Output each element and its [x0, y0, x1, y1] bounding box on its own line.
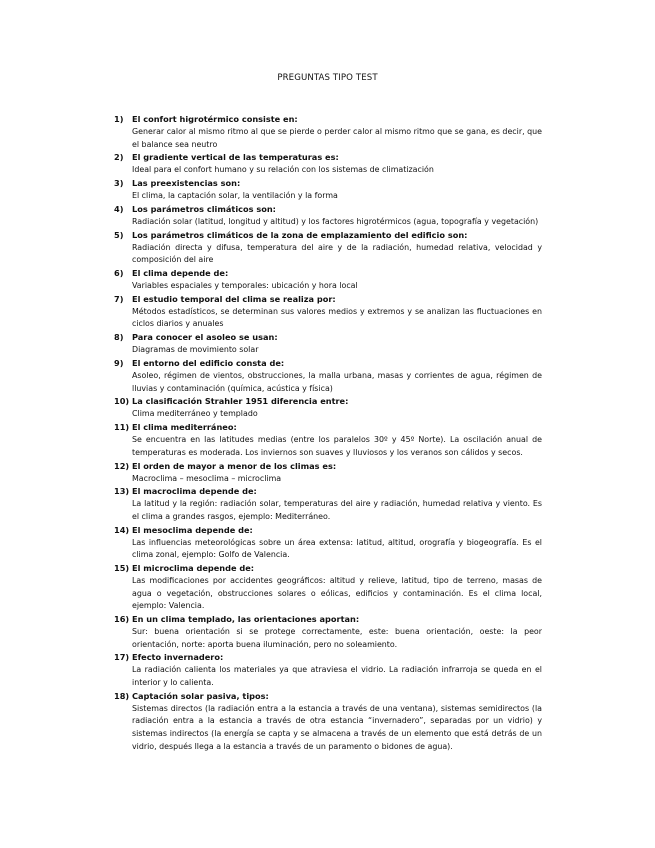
question-item: [114, 331, 542, 357]
question-item: [114, 395, 542, 421]
question-number: 16): [114, 614, 130, 625]
answer-text: La latitud y la región: radiación solar, temperaturas del aire y radiación, humedad relativa y viento. Es el clima a grandes rasgos, ejemplo: Mediterráneo.: [132, 499, 542, 521]
question-text: La clasificación Strahler 1951 diferencia entre:: [132, 396, 349, 407]
question-body: [132, 395, 542, 421]
answer-text: Diagramas de movimiento solar: [132, 345, 259, 355]
question-number: 18): [114, 690, 130, 701]
answer-text: Las influencias meteorológicas sobre un área extensa: latitud, altitud, orografía y biogeografía. Es el clima zonal, ejemplo: Golfo de Valencia.: [132, 537, 542, 560]
answer-text: Las modificaciones por accidentes geográficos: altitud y relieve, latitud, tipo de terreno, masas de agua o vegetación, obstrucciones solares o eólicas, edificios y contaminación. Es el clima local, ejemplo: Valencia.: [132, 576, 542, 611]
answer-text: Métodos estadísticos, se determinan sus valores medios y extremos y se analizan las fluctuaciones en ciclos diarios y anuales: [132, 306, 542, 329]
question-number: 15): [114, 563, 130, 574]
question-text: El confort higrotérmico consiste en:: [132, 114, 298, 124]
question-number: 12): [114, 460, 130, 471]
question-body: [132, 690, 542, 754]
answer-text: La radiación calienta los materiales ya que atraviesa el vidrio. La radiación infrarroja se queda en el interior y lo calienta.: [132, 665, 542, 688]
question-number: 14): [114, 524, 130, 535]
answer-text: Sistemas directos (la radiación entra a la estancia a través de una ventana), sistemas semidirectos (la radiación entra a la estancia a través de otra estancia “invernadero”, separadas por un vidrio) y sistemas indirectos (la energía se capta y se almacena a través de un elemento que está detrás de un vidrio, después llega a la estancia a través de un paramento o bidones de agua).: [132, 703, 542, 751]
question-text: Los parámetros climáticos son:: [132, 203, 276, 214]
question-text: Para conocer el asoleo se usan:: [132, 332, 278, 343]
question-body: [132, 421, 542, 459]
question-number: 10): [114, 396, 130, 407]
question-text: El clima depende de:: [132, 268, 229, 279]
question-text: En un clima templado, las orientaciones aportan:: [132, 614, 360, 625]
answer-text: Generar calor al mismo ritmo al que se pierde o perder calor al mismo ritmo que se gana, es decir, que el balance sea neutro: [132, 127, 542, 149]
question-number: 11): [114, 422, 130, 433]
question-item: [114, 151, 542, 177]
question-item: [114, 524, 542, 562]
question-text: El entorno del edificio consta de:: [132, 358, 285, 369]
question-item: [114, 562, 542, 613]
question-number: 3): [114, 178, 124, 189]
question-item: [114, 229, 542, 267]
question-item: [114, 267, 542, 293]
question-text: El microclima depende de:: [132, 563, 255, 574]
question-body: [132, 229, 542, 267]
question-text: El macroclima depende de:: [132, 486, 257, 497]
question-body: [132, 113, 542, 151]
question-body: [132, 485, 542, 523]
answer-text: Asoleo, régimen de vientos, obstrucciones, la malla urbana, masas y corrientes de agua, régimen de lluvias y contaminación (química, acústica y física): [132, 371, 542, 393]
question-number: 7): [114, 293, 124, 304]
answer-text: Radiación directa y difusa, temperatura del aire y de la radiación, humedad relativa, velocidad y composición del aire: [132, 242, 542, 265]
question-item: [114, 113, 542, 151]
question-body: [132, 177, 542, 203]
question-number: 5): [114, 229, 124, 240]
question-text: Los parámetros climáticos de la zona de emplazamiento del edificio son:: [132, 229, 468, 240]
question-body: [132, 267, 542, 293]
question-body: [132, 524, 542, 562]
question-item: [114, 485, 542, 523]
question-number: 6): [114, 268, 124, 279]
question-text: Captación solar pasiva, tipos:: [132, 690, 269, 701]
question-number: 4): [114, 203, 124, 214]
question-item: [114, 421, 542, 459]
question-number: 8): [114, 332, 124, 343]
question-body: [132, 293, 542, 331]
question-text: El estudio temporal del clima se realiza por:: [132, 293, 336, 304]
question-item: [114, 460, 542, 486]
question-number: 1): [114, 114, 124, 124]
question-item: [114, 293, 542, 331]
question-number: 13): [114, 486, 130, 497]
question-body: [132, 460, 542, 486]
answer-text: Radiación solar (latitud, longitud y altitud) y los factores higrotérmicos (agua, topografía y vegetación): [132, 216, 539, 226]
question-body: [132, 613, 542, 651]
answer-text: Macroclima – mesoclima – microclima: [132, 473, 282, 483]
page-title: PREGUNTAS TIPO TEST: [277, 73, 378, 83]
question-text: El gradiente vertical de las temperaturas es:: [132, 152, 339, 163]
question-item: [114, 613, 542, 651]
question-list: [114, 113, 542, 753]
question-body: [132, 562, 542, 613]
answer-text: Se encuentra en las latitudes medias (entre los paralelos 30º y 45º Norte). La oscilación anual de temperaturas es moderada. Los inviernos son suaves y lluviosos y los veranos son cálidos y secos.: [132, 435, 542, 457]
answer-text: Variables espaciales y temporales: ubicación y hora local: [132, 281, 358, 291]
question-number: 17): [114, 652, 130, 663]
question-body: [132, 651, 542, 689]
question-number: 9): [114, 358, 124, 369]
question-text: Efecto invernadero:: [132, 652, 224, 663]
question-body: [132, 203, 542, 229]
answer-text: Clima mediterráneo y templado: [132, 409, 258, 419]
question-body: [132, 331, 542, 357]
question-item: [114, 651, 542, 689]
question-item: [114, 357, 542, 395]
answer-text: Ideal para el confort humano y su relación con los sistemas de climatización: [132, 165, 434, 175]
question-body: [132, 151, 542, 177]
question-item: [114, 203, 542, 229]
question-text: El mesoclima depende de:: [132, 524, 253, 535]
question-text: El orden de mayor a menor de los climas es:: [132, 460, 337, 471]
answer-text: Sur: buena orientación si se protege correctamente, este: buena orientación, oeste: la peor orientación, norte: aporta buena iluminación, pero no soleamiento.: [132, 627, 542, 649]
question-text: Las preexistencias son:: [132, 178, 241, 189]
question-item: [114, 177, 542, 203]
question-text: El clima mediterráneo:: [132, 422, 237, 433]
answer-text: El clima, la captación solar, la ventilación y la forma: [132, 191, 338, 201]
question-item: [114, 690, 542, 754]
question-body: [132, 357, 542, 395]
question-number: 2): [114, 152, 124, 163]
